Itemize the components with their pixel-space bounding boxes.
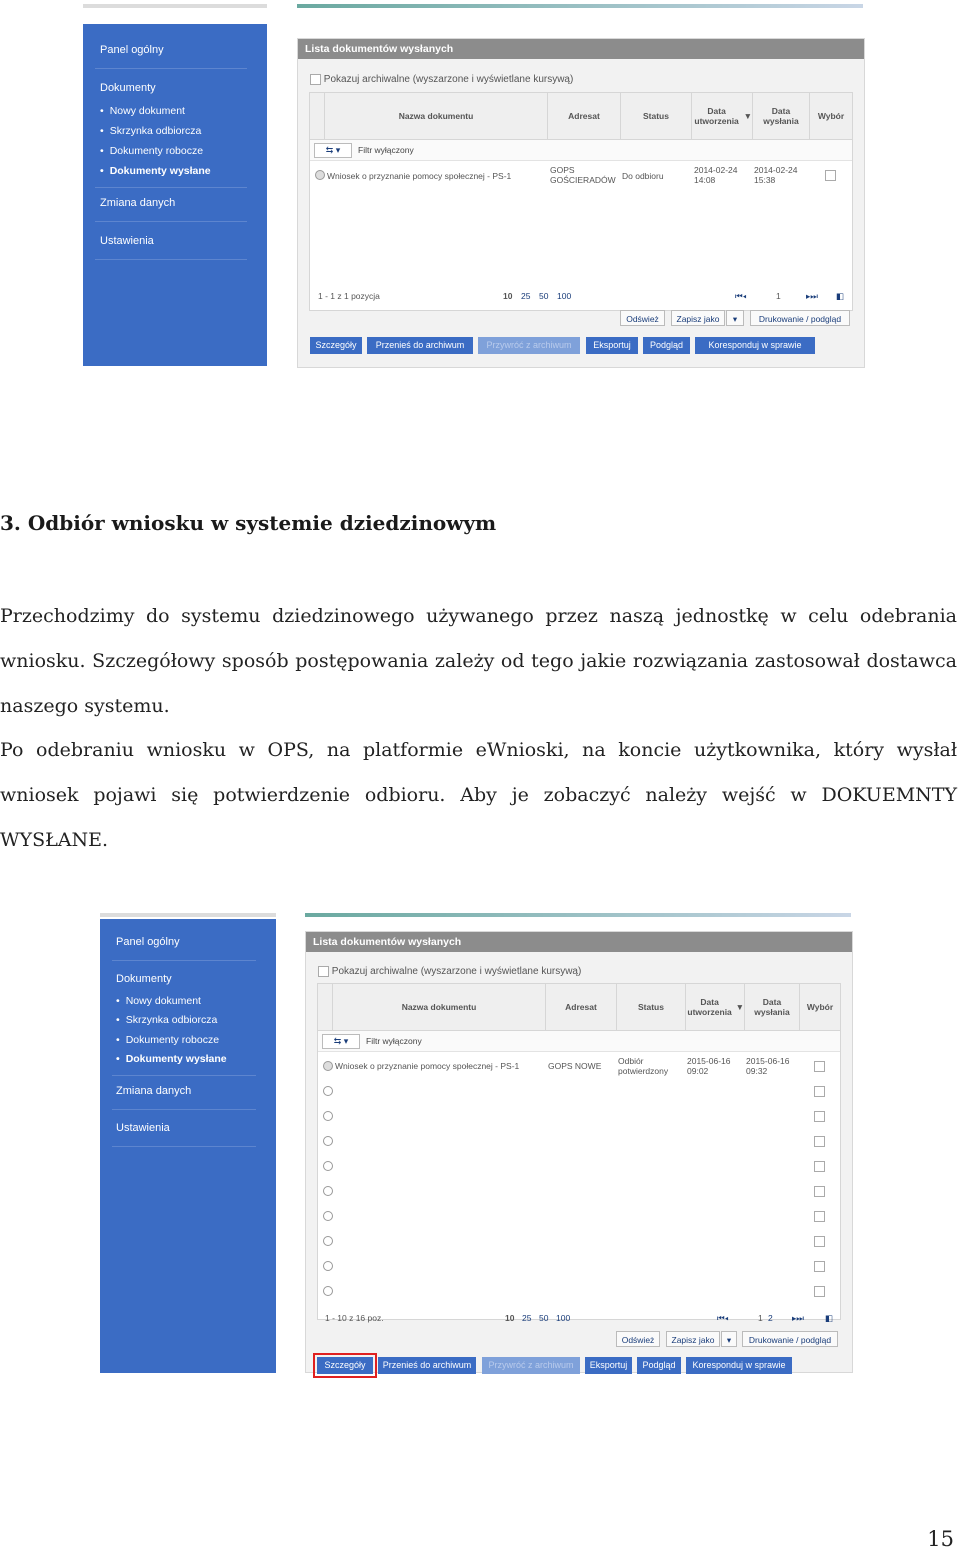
main-top-strip	[305, 913, 851, 917]
next-last-icon[interactable]: ▸⏭	[806, 291, 818, 301]
col-select[interactable]: Wybór	[817, 111, 845, 121]
page-size-50[interactable]: 50	[539, 291, 549, 301]
row-created: 2015-06-16 09:02	[687, 1056, 731, 1076]
page-1[interactable]: 1	[758, 1313, 763, 1323]
row-sent: 2015-06-16 09:32	[746, 1056, 790, 1076]
refresh-pager-icon[interactable]: ◧	[825, 1313, 834, 1323]
row-select-checkbox[interactable]	[814, 1161, 825, 1172]
preview-button[interactable]: Podgląd	[643, 337, 690, 354]
save-as-button[interactable]: Zapisz jako	[671, 310, 725, 326]
filter-arrows-icon: ⇆ ▾	[325, 145, 341, 155]
sidebar-top-strip	[100, 913, 276, 917]
archive-checkbox[interactable]	[310, 74, 321, 85]
section-title: 3. Odbiór wniosku w systemie dziedzinowym	[0, 511, 497, 535]
archive-label: Pokazuj archiwalne (wyszarzone i wyświetlane kursywą)	[331, 966, 582, 978]
page-size-100[interactable]: 100	[556, 1313, 571, 1323]
refresh-button[interactable]: Odśwież	[616, 1331, 660, 1347]
row-select-checkbox[interactable]	[814, 1186, 825, 1197]
col-status[interactable]: Status	[617, 984, 686, 1030]
sidebar-item-change-data[interactable]: Zmiana danych	[116, 1085, 192, 1097]
screenshot-sent-documents-2	[95, 913, 855, 1381]
first-prev-icon[interactable]: ⏮◂	[717, 1313, 729, 1323]
filter-bar	[318, 1031, 840, 1052]
export-button[interactable]: Eksportuj	[585, 1357, 632, 1374]
table-header	[318, 984, 840, 1031]
restore-from-archive-button[interactable]: Przywróć z archiwum	[478, 337, 580, 354]
sidebar-item-sent[interactable]: • Dokumenty wysłane	[116, 1053, 227, 1065]
page-size-50[interactable]: 50	[539, 1313, 549, 1323]
sidebar-divider	[112, 1109, 256, 1110]
row-select-checkbox[interactable]	[814, 1286, 825, 1297]
col-sent[interactable]: Data wysłania	[753, 93, 810, 139]
row-status: Odbiór potwierdzony	[618, 1056, 669, 1076]
sidebar-item-settings[interactable]: Ustawienia	[100, 235, 154, 247]
empty-table-row	[318, 1104, 840, 1129]
row-recipient: GOPS NOWE	[548, 1061, 602, 1071]
row-select-checkbox[interactable]	[814, 1061, 825, 1072]
pager-info: 1 - 10 z 16 poz.	[325, 1313, 384, 1323]
export-button[interactable]: Eksportuj	[586, 337, 638, 354]
row-recipient: GOPS GOŚCIERADÓW	[550, 165, 616, 185]
header-radio-col	[310, 93, 325, 139]
move-to-archive-button[interactable]: Przenieś do archiwum	[367, 337, 473, 354]
next-last-icon[interactable]: ▸⏭	[792, 1313, 804, 1323]
sidebar-divider	[95, 68, 247, 69]
page-size-10[interactable]: 10	[505, 1313, 515, 1323]
row-select-checkbox[interactable]	[814, 1261, 825, 1272]
sidebar-item-documents[interactable]: Dokumenty	[100, 82, 156, 94]
row-doc-name: Wniosek o przyznanie pomocy społecznej - PS-1	[327, 171, 512, 181]
sidebar-item-documents[interactable]: Dokumenty	[116, 973, 172, 985]
row-radio[interactable]	[323, 1286, 333, 1296]
row-radio[interactable]	[323, 1161, 333, 1171]
page-number: 15	[927, 1527, 954, 1551]
save-as-dropdown-icon[interactable]: ▾	[726, 310, 744, 326]
sidebar-item-inbox[interactable]: • Skrzynka odbiorcza	[100, 125, 201, 137]
correspond-button[interactable]: Koresponduj w sprawie	[695, 337, 815, 354]
empty-table-row	[318, 1279, 840, 1304]
col-status[interactable]: Status	[621, 93, 692, 139]
col-document-name[interactable]: Nazwa dokumentu	[333, 984, 546, 1030]
col-created-label: Data utworzenia	[694, 106, 739, 126]
screenshot-sent-documents-1	[80, 0, 865, 368]
empty-table-row	[318, 1179, 840, 1204]
row-select-checkbox[interactable]	[814, 1136, 825, 1147]
col-select[interactable]: Wybór	[806, 1002, 834, 1012]
empty-table-row	[318, 1204, 840, 1229]
sent-documents-panel	[305, 931, 853, 1373]
main-top-strip	[297, 4, 863, 8]
table-row[interactable]	[318, 1054, 840, 1078]
col-sent[interactable]: Data wysłania	[745, 984, 800, 1030]
row-doc-name: Wniosek o przyznanie pomocy społecznej - PS-1	[335, 1061, 520, 1071]
details-button[interactable]: Szczegóły	[310, 337, 362, 354]
preview-button[interactable]: Podgląd	[637, 1357, 681, 1374]
row-radio[interactable]	[323, 1086, 333, 1096]
row-radio[interactable]	[323, 1136, 333, 1146]
first-prev-icon[interactable]: ⏮◂	[735, 291, 747, 301]
details-button[interactable]: Szczegóły	[317, 1357, 373, 1374]
documents-table	[317, 983, 841, 1320]
row-select-checkbox[interactable]	[825, 170, 836, 181]
sidebar-item-change-data[interactable]: Zmiana danych	[100, 197, 176, 209]
row-radio[interactable]	[323, 1111, 333, 1121]
sidebar	[83, 24, 267, 366]
sidebar-item-settings[interactable]: Ustawienia	[116, 1122, 170, 1134]
sidebar-divider	[95, 187, 247, 188]
page-size-100[interactable]: 100	[557, 291, 572, 301]
sort-desc-icon: ▼	[735, 1002, 744, 1012]
empty-table-row	[318, 1154, 840, 1179]
print-preview-button[interactable]: Drukowanie / podgląd	[750, 310, 850, 326]
page-size-25[interactable]: 25	[521, 291, 531, 301]
row-radio[interactable]	[323, 1186, 333, 1196]
save-as-button[interactable]: Zapisz jako	[666, 1331, 720, 1347]
paragraph-2: Po odebraniu wniosku w OPS, na platformie eWnioski, na koncie użytkownika, który wysłał wniosek pojawi się potwierdzenie odbioru. Aby je zobaczyć należy wejść w DOKUEMNTY WYSŁANE.	[0, 739, 957, 851]
correspond-button[interactable]: Koresponduj w sprawie	[686, 1357, 792, 1374]
row-sent: 2014-02-24 15:38	[754, 165, 798, 185]
col-created[interactable]	[686, 984, 745, 1030]
col-created-label: Data utworzenia	[687, 997, 732, 1017]
sidebar-divider	[95, 259, 247, 260]
archive-toggle[interactable]	[310, 74, 573, 85]
sidebar-item-new-document[interactable]: • Nowy dokument	[100, 105, 185, 117]
row-status: Do odbioru	[622, 171, 664, 181]
sidebar-item-new-document[interactable]: • Nowy dokument	[116, 995, 201, 1007]
empty-table-row	[318, 1079, 840, 1104]
refresh-pager-icon[interactable]: ◧	[836, 291, 845, 301]
sidebar-top-strip	[83, 4, 267, 8]
sidebar-divider	[112, 960, 256, 961]
page-size-25[interactable]: 25	[522, 1313, 532, 1323]
print-preview-button[interactable]: Drukowanie / podgląd	[742, 1331, 838, 1347]
restore-from-archive-button[interactable]: Przywróć z archiwum	[482, 1357, 580, 1374]
empty-table-row	[318, 1129, 840, 1154]
row-select-checkbox[interactable]	[814, 1111, 825, 1122]
row-radio[interactable]	[323, 1261, 333, 1271]
sidebar-item-panel[interactable]: Panel ogólny	[100, 44, 164, 56]
filter-status: Filtr wyłączony	[358, 145, 414, 155]
row-select-checkbox[interactable]	[814, 1211, 825, 1222]
pager-info: 1 - 1 z 1 pozycja	[318, 291, 380, 301]
move-to-archive-button[interactable]: Przenieś do archiwum	[378, 1357, 476, 1374]
row-select-checkbox[interactable]	[814, 1236, 825, 1247]
row-radio[interactable]	[323, 1211, 333, 1221]
archive-label: Pokazuj archiwalne (wyszarzone i wyświetlane kursywą)	[323, 74, 574, 86]
sent-documents-panel	[297, 38, 865, 368]
sidebar-divider	[95, 221, 247, 222]
table-header	[310, 93, 852, 140]
header-radio-col	[318, 984, 333, 1030]
filter-arrows-icon: ⇆ ▾	[333, 1036, 349, 1046]
row-radio[interactable]	[323, 1061, 333, 1071]
sidebar-item-drafts[interactable]: • Dokumenty robocze	[100, 145, 203, 157]
panel-title: Lista dokumentów wysłanych	[298, 39, 864, 59]
filter-button[interactable]	[322, 1034, 360, 1049]
sidebar-item-inbox[interactable]: • Skrzynka odbiorcza	[116, 1014, 217, 1026]
filter-button[interactable]	[314, 143, 352, 158]
row-radio[interactable]	[315, 170, 325, 180]
filter-bar	[310, 140, 852, 161]
sidebar-divider	[112, 1146, 256, 1147]
row-radio[interactable]	[323, 1236, 333, 1246]
col-document-name[interactable]: Nazwa dokumentu	[325, 93, 548, 139]
row-select-checkbox[interactable]	[814, 1086, 825, 1097]
row-created: 2014-02-24 14:08	[694, 165, 738, 185]
sort-desc-icon: ▼	[743, 111, 752, 121]
save-as-dropdown-icon[interactable]: ▾	[721, 1331, 737, 1347]
archive-toggle[interactable]	[318, 966, 581, 977]
panel-title: Lista dokumentów wysłanych	[306, 932, 852, 952]
sidebar-item-panel[interactable]: Panel ogólny	[116, 936, 180, 948]
empty-table-row	[318, 1254, 840, 1279]
sidebar-divider	[112, 1075, 256, 1076]
page-2[interactable]: 2	[768, 1313, 773, 1323]
empty-table-row	[318, 1229, 840, 1254]
page-size-10[interactable]: 10	[503, 291, 513, 301]
sidebar	[100, 919, 276, 1373]
sidebar-item-sent[interactable]: • Dokumenty wysłane	[100, 165, 211, 177]
current-page: 1	[776, 291, 781, 301]
sidebar-item-drafts[interactable]: • Dokumenty robocze	[116, 1034, 219, 1046]
col-recipient[interactable]: Adresat	[548, 93, 621, 139]
refresh-button[interactable]: Odśwież	[620, 310, 665, 326]
archive-checkbox[interactable]	[318, 966, 329, 977]
filter-status: Filtr wyłączony	[366, 1036, 422, 1046]
paragraph-1: Przechodzimy do systemu dziedzinowego używanego przez naszą jednostkę w celu odebrania wniosku. Szczegółowy sposób postępowania zależy od tego jakie rozwiązania zastosował dostawca naszego systemu.	[0, 605, 957, 717]
col-created[interactable]	[692, 93, 753, 139]
table-row[interactable]	[310, 163, 852, 187]
documents-table	[309, 92, 853, 311]
col-recipient[interactable]: Adresat	[546, 984, 617, 1030]
